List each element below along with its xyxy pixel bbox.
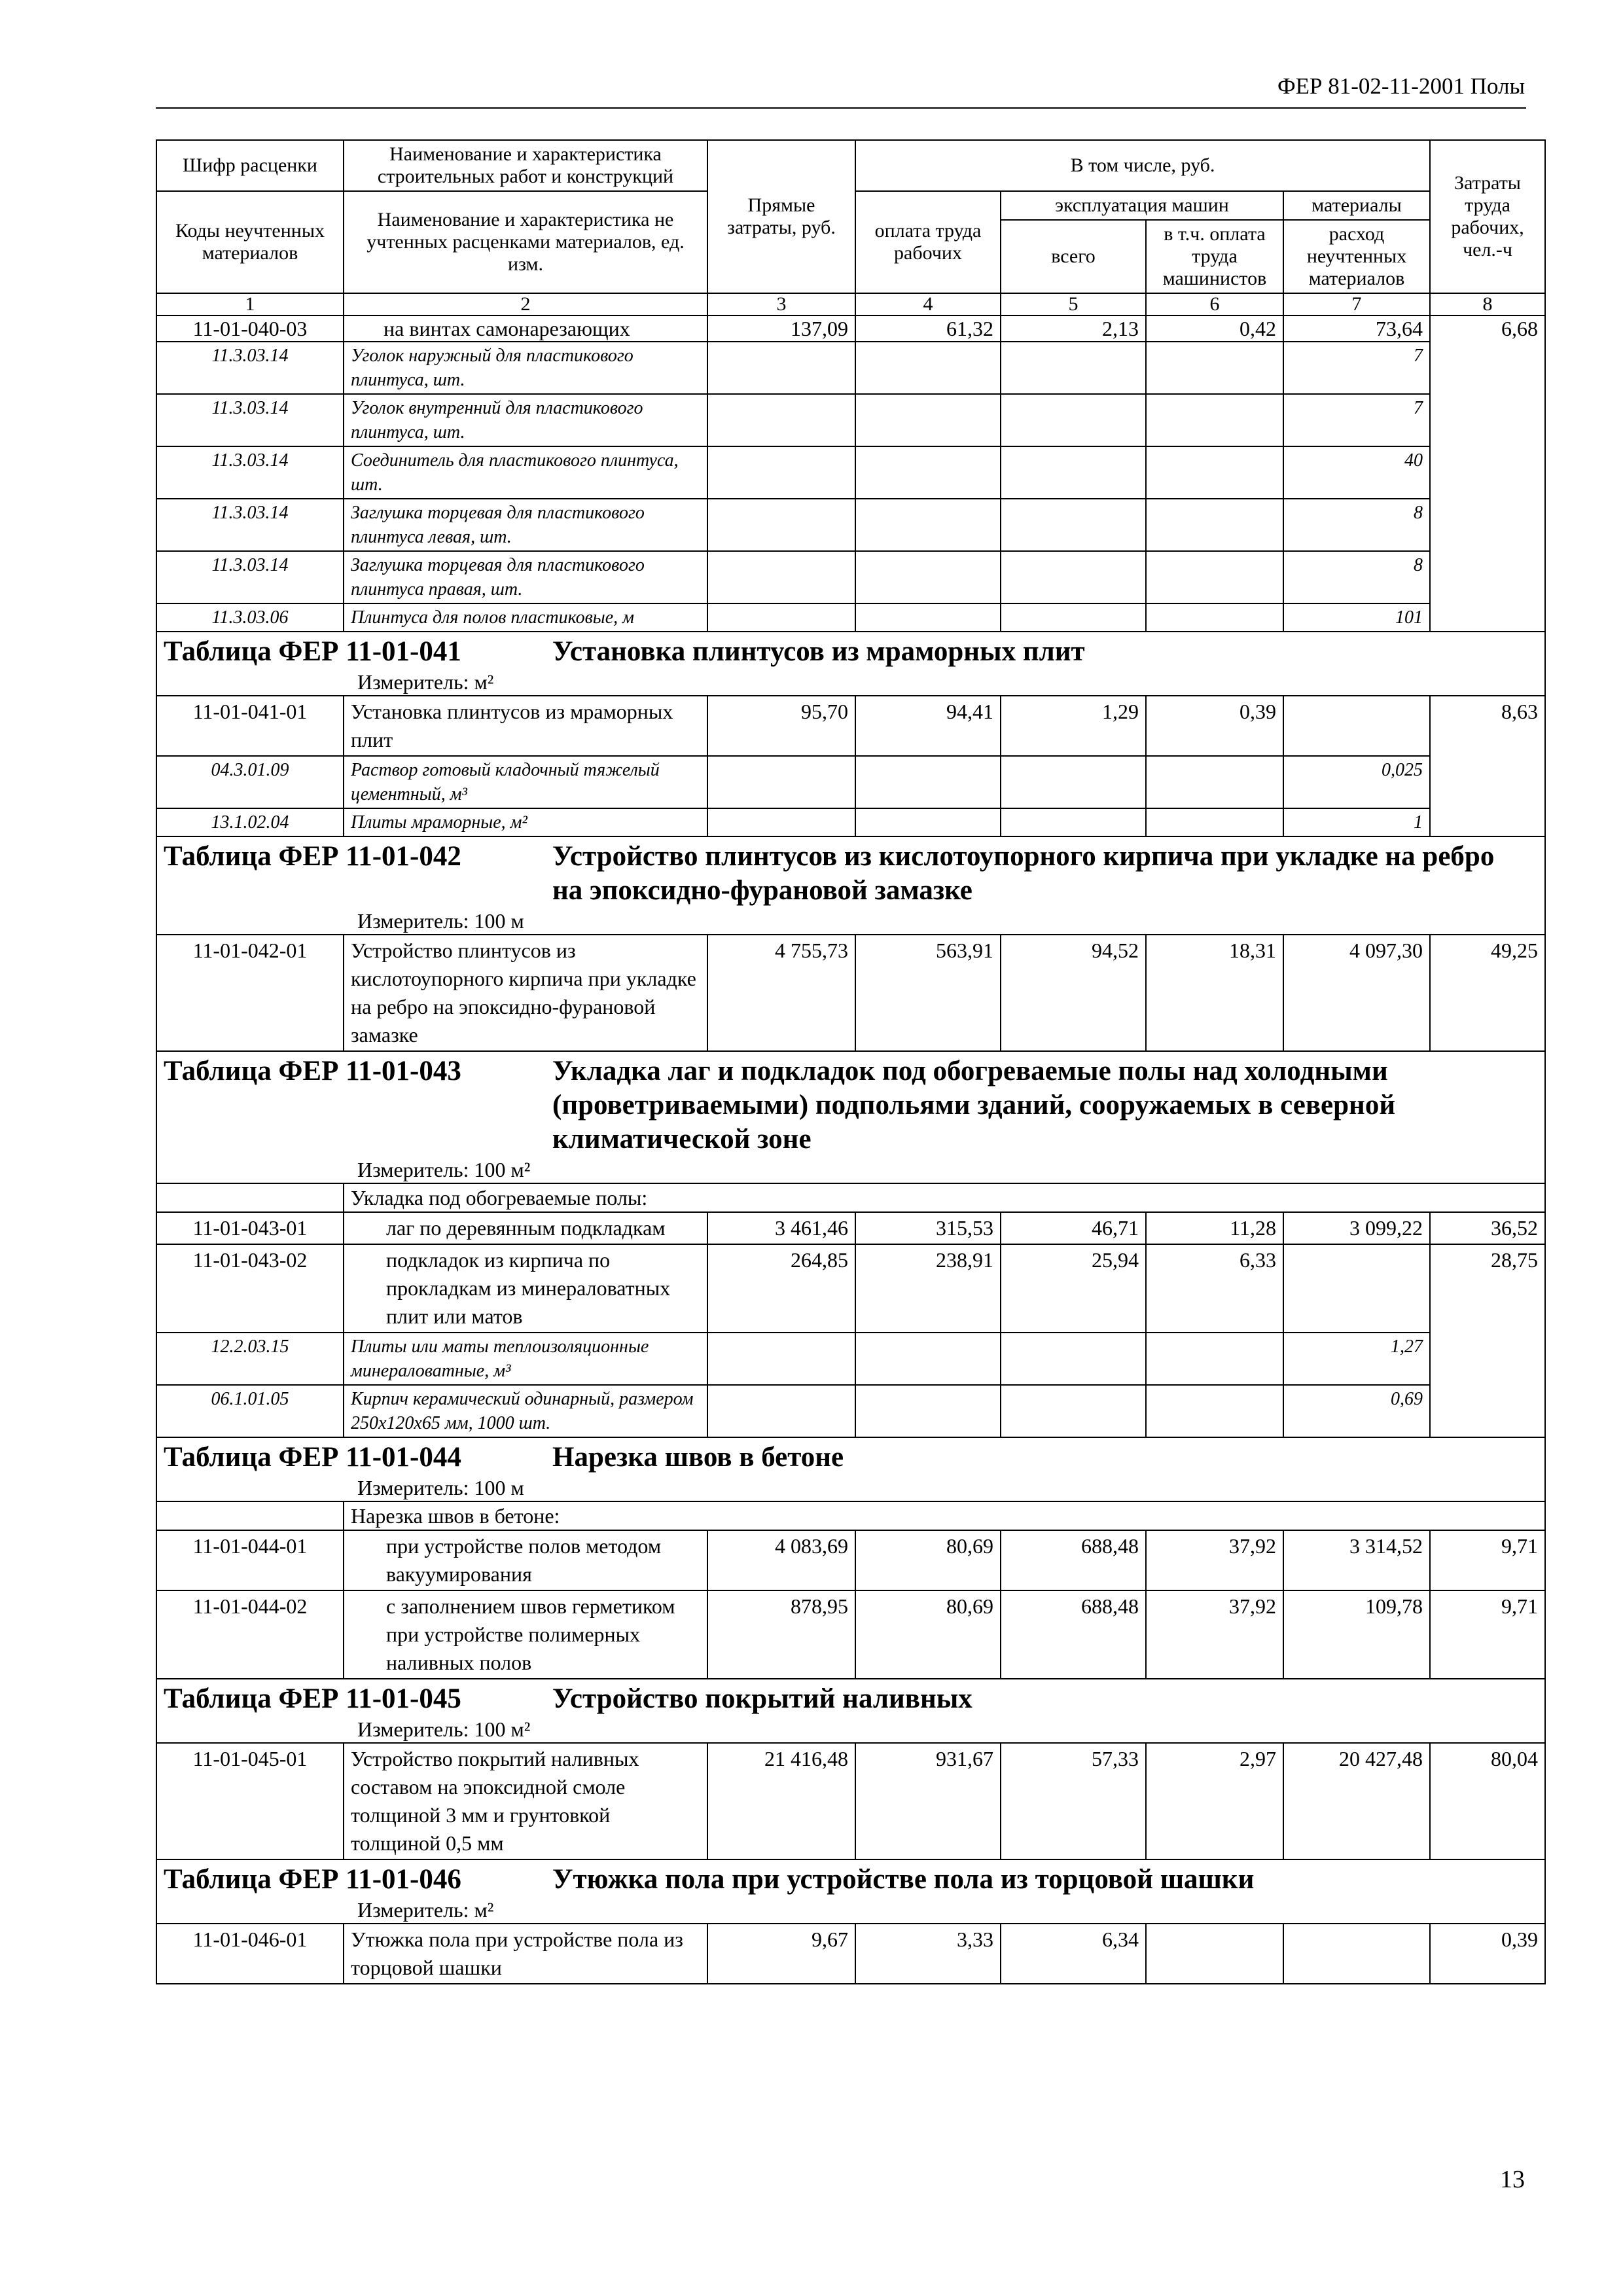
material-name: Плинтуса для полов пластиковые, м xyxy=(344,603,707,632)
header-machines-total: всего xyxy=(1001,220,1146,293)
material-row xyxy=(156,1385,1545,1437)
header-labor: Затраты труда рабочих, чел.-ч xyxy=(1430,140,1545,293)
machines-total: 1,29 xyxy=(1001,696,1146,756)
header-code: Шифр расценки xyxy=(156,140,344,191)
material-name: Раствор готовый кладочный тяжелый цементный, м³ xyxy=(344,756,707,808)
header-material-codes: Коды неучтенных материалов xyxy=(156,191,344,293)
col-number: 3 xyxy=(707,293,855,315)
table-row xyxy=(156,1590,1545,1679)
rate-name: при устройстве полов методом вакуумирования xyxy=(344,1530,707,1590)
rate-code: 11-01-041-01 xyxy=(156,696,344,756)
material-name: Уголок внутренний для пластикового плинтуса, шт. xyxy=(344,394,707,446)
material-row xyxy=(156,1333,1545,1385)
materials: 3 099,22 xyxy=(1283,1212,1430,1244)
material-qty: 7 xyxy=(1283,394,1430,446)
material-name: Плиты или маты теплоизоляционные минераловатные, м³ xyxy=(344,1333,707,1385)
material-qty: 1,27 xyxy=(1283,1333,1430,1385)
wages: 80,69 xyxy=(855,1530,1001,1590)
table-section-header xyxy=(156,1679,1545,1743)
labor: 8,63 xyxy=(1430,696,1545,836)
table-row xyxy=(156,1743,1545,1859)
direct-costs: 137,09 xyxy=(707,315,855,342)
table-section-header xyxy=(156,836,1545,935)
material-qty: 8 xyxy=(1283,551,1430,603)
materials: 20 427,48 xyxy=(1283,1743,1430,1859)
material-code: 04.3.01.09 xyxy=(156,756,344,808)
direct-costs: 4 755,73 xyxy=(707,935,855,1051)
material-row xyxy=(156,603,1545,632)
table-row xyxy=(156,935,1545,1051)
table-title: Установка плинтусов из мраморных плит xyxy=(552,636,1085,667)
table-title: Нарезка швов в бетоне xyxy=(552,1442,844,1473)
table-code: Таблица ФЕР 11-01-042 xyxy=(164,841,461,872)
rate-name: с заполнением швов герметиком при устройстве полимерных наливных полов xyxy=(344,1590,707,1679)
col-number: 4 xyxy=(855,293,1001,315)
material-code: 11.3.03.14 xyxy=(156,499,344,551)
table-title: Устройство покрытий наливных xyxy=(552,1683,972,1714)
direct-costs: 264,85 xyxy=(707,1244,855,1333)
machines-total: 688,48 xyxy=(1001,1590,1146,1679)
table-row xyxy=(156,1924,1545,1984)
labor: 9,71 xyxy=(1430,1590,1545,1679)
materials: 3 314,52 xyxy=(1283,1530,1430,1590)
col-number: 8 xyxy=(1430,293,1545,315)
header-material-names: Наименование и характеристика не учтенных расценками материалов, ед. изм. xyxy=(344,191,707,293)
labor: 6,68 xyxy=(1430,315,1545,632)
header-machinists-wages: в т.ч. оплата труда машинистов xyxy=(1146,220,1283,293)
table-row xyxy=(156,1530,1545,1590)
material-row xyxy=(156,499,1545,551)
header-material-consumption: расход неучтенных материалов xyxy=(1283,220,1430,293)
wages: 315,53 xyxy=(855,1212,1001,1244)
material-name: Плиты мраморные, м² xyxy=(344,808,707,836)
machines-total: 46,71 xyxy=(1001,1212,1146,1244)
document-header: ФЕР 81-02-11-2001 Полы xyxy=(1277,73,1525,99)
direct-costs: 878,95 xyxy=(707,1590,855,1679)
rate-code: 11-01-045-01 xyxy=(156,1743,344,1859)
table-section-header xyxy=(156,632,1545,696)
machinists-wages: 0,39 xyxy=(1146,696,1283,756)
material-name: Уголок наружный для пластикового плинтуса, шт. xyxy=(344,342,707,394)
header-machines: эксплуатация машин xyxy=(1001,191,1283,220)
rate-code: 11-01-042-01 xyxy=(156,935,344,1051)
table-row xyxy=(156,696,1545,756)
group-row xyxy=(156,1183,1545,1212)
col-number: 5 xyxy=(1001,293,1146,315)
labor: 0,39 xyxy=(1430,1924,1545,1984)
material-code: 11.3.03.14 xyxy=(156,551,344,603)
page-number: 13 xyxy=(1500,2166,1525,2193)
labor: 28,75 xyxy=(1430,1244,1545,1437)
direct-costs: 9,67 xyxy=(707,1924,855,1984)
machinists-wages: 18,31 xyxy=(1146,935,1283,1051)
machinists-wages: 37,92 xyxy=(1146,1590,1283,1679)
material-qty: 40 xyxy=(1283,446,1430,499)
header-including: В том числе, руб. xyxy=(855,140,1430,191)
rate-name: на винтах самонарезающих xyxy=(344,315,707,342)
direct-costs: 4 083,69 xyxy=(707,1530,855,1590)
material-qty: 0,69 xyxy=(1283,1385,1430,1437)
rate-code: 11-01-044-01 xyxy=(156,1530,344,1590)
wages: 3,33 xyxy=(855,1924,1001,1984)
table-title: Утюжка пола при устройстве пола из торцовой шашки xyxy=(552,1864,1255,1895)
materials: 109,78 xyxy=(1283,1590,1430,1679)
machinists-wages: 2,97 xyxy=(1146,1743,1283,1859)
table-section-header xyxy=(156,1051,1545,1183)
table-title: Устройство плинтусов из кислотоупорного кирпича при укладке на ребро на эпоксидно-фурановой замазке xyxy=(552,841,1495,906)
wages: 80,69 xyxy=(855,1590,1001,1679)
machinists-wages: 6,33 xyxy=(1146,1244,1283,1333)
labor: 9,71 xyxy=(1430,1530,1545,1590)
material-name: Заглушка торцевая для пластикового плинтуса правая, шт. xyxy=(344,551,707,603)
table-row xyxy=(156,1212,1545,1244)
machines-total: 57,33 xyxy=(1001,1743,1146,1859)
labor: 80,04 xyxy=(1430,1743,1545,1859)
labor: 36,52 xyxy=(1430,1212,1545,1244)
measure-unit: Измеритель: 100 м xyxy=(357,1476,524,1499)
direct-costs: 3 461,46 xyxy=(707,1212,855,1244)
rate-name: Устройство плинтусов из кислотоупорного кирпича при укладке на ребро на эпоксидно-фурановой замазке xyxy=(344,935,707,1051)
rate-name: Устройство покрытий наливных составом на эпоксидной смоле толщиной 3 мм и грунтовкой толщиной 0,5 мм xyxy=(344,1743,707,1859)
material-code: 11.3.03.06 xyxy=(156,603,344,632)
materials: 73,64 xyxy=(1283,315,1430,342)
material-code: 13.1.02.04 xyxy=(156,808,344,836)
material-qty: 1 xyxy=(1283,808,1430,836)
table-section-header xyxy=(156,1859,1545,1924)
measure-unit: Измеритель: м² xyxy=(357,1898,494,1922)
material-row xyxy=(156,551,1545,603)
wages: 931,67 xyxy=(855,1743,1001,1859)
measure-unit: Измеритель: 100 м² xyxy=(357,1717,531,1741)
header-wages: оплата труда рабочих xyxy=(855,191,1001,293)
wages: 61,32 xyxy=(855,315,1001,342)
machinists-wages: 11,28 xyxy=(1146,1212,1283,1244)
group-row xyxy=(156,1501,1545,1530)
measure-unit: Измеритель: 100 м² xyxy=(357,1158,531,1181)
material-code: 11.3.03.14 xyxy=(156,342,344,394)
material-row xyxy=(156,446,1545,499)
material-name: Заглушка торцевая для пластикового плинтуса левая, шт. xyxy=(344,499,707,551)
group-label: Укладка под обогреваемые полы: xyxy=(344,1183,1545,1212)
header-rule xyxy=(156,107,1526,109)
col-number: 7 xyxy=(1283,293,1430,315)
col-number: 1 xyxy=(156,293,344,315)
col-number: 2 xyxy=(344,293,707,315)
rate-code: 11-01-043-02 xyxy=(156,1244,344,1333)
materials: 4 097,30 xyxy=(1283,935,1430,1051)
material-code: 12.2.03.15 xyxy=(156,1333,344,1385)
price-table xyxy=(156,139,1546,1984)
table-title: Укладка лаг и подкладок под обогреваемые полы над холодными (проветриваемыми) подпольями зданий, сооружаемых в северной климатической зоне xyxy=(552,1056,1396,1155)
measure-unit: Измеритель: м² xyxy=(357,670,494,694)
table-code: Таблица ФЕР 11-01-041 xyxy=(164,636,461,667)
rate-name: лаг по деревянным подкладкам xyxy=(344,1212,707,1244)
material-qty: 7 xyxy=(1283,342,1430,394)
rate-code: 11-01-043-01 xyxy=(156,1212,344,1244)
wages: 563,91 xyxy=(855,935,1001,1051)
material-name: Соединитель для пластикового плинтуса, шт. xyxy=(344,446,707,499)
rate-code: 11-01-046-01 xyxy=(156,1924,344,1984)
direct-costs: 95,70 xyxy=(707,696,855,756)
machines-total: 94,52 xyxy=(1001,935,1146,1051)
measure-unit: Измеритель: 100 м xyxy=(357,909,524,933)
material-row xyxy=(156,394,1545,446)
rate-code: 11-01-044-02 xyxy=(156,1590,344,1679)
machines-total: 6,34 xyxy=(1001,1924,1146,1984)
table-code: Таблица ФЕР 11-01-044 xyxy=(164,1442,461,1473)
material-code: 11.3.03.14 xyxy=(156,394,344,446)
material-row xyxy=(156,756,1545,808)
rate-name: Утюжка пола при устройстве пола из торцовой шашки xyxy=(344,1924,707,1984)
wages: 94,41 xyxy=(855,696,1001,756)
col-number: 6 xyxy=(1146,293,1283,315)
table-section-header xyxy=(156,1437,1545,1501)
rate-name: подкладок из кирпича по прокладкам из минераловатных плит или матов xyxy=(344,1244,707,1333)
material-qty: 0,025 xyxy=(1283,756,1430,808)
table-row xyxy=(156,1244,1545,1333)
header-name: Наименование и характеристика строительных работ и конструкций xyxy=(344,140,707,191)
labor: 49,25 xyxy=(1430,935,1545,1051)
machines-total: 688,48 xyxy=(1001,1530,1146,1590)
machinists-wages: 0,42 xyxy=(1146,315,1283,342)
table-code: Таблица ФЕР 11-01-043 xyxy=(164,1056,461,1086)
material-code: 06.1.01.05 xyxy=(156,1385,344,1437)
machines-total: 25,94 xyxy=(1001,1244,1146,1333)
rate-code: 11-01-040-03 xyxy=(156,315,344,342)
header-materials: материалы xyxy=(1283,191,1430,220)
machines-total: 2,13 xyxy=(1001,315,1146,342)
material-name: Кирпич керамический одинарный, размером 250х120х65 мм, 1000 шт. xyxy=(344,1385,707,1437)
table-code: Таблица ФЕР 11-01-046 xyxy=(164,1864,461,1895)
wages: 238,91 xyxy=(855,1244,1001,1333)
direct-costs: 21 416,48 xyxy=(707,1743,855,1859)
material-code: 11.3.03.14 xyxy=(156,446,344,499)
material-row xyxy=(156,808,1545,836)
material-row xyxy=(156,342,1545,394)
material-qty: 101 xyxy=(1283,603,1430,632)
table-row xyxy=(156,315,1545,342)
header-direct-costs: Прямые затраты, руб. xyxy=(707,140,855,293)
machinists-wages: 37,92 xyxy=(1146,1530,1283,1590)
table-code: Таблица ФЕР 11-01-045 xyxy=(164,1683,461,1714)
group-label: Нарезка швов в бетоне: xyxy=(344,1501,1545,1530)
material-qty: 8 xyxy=(1283,499,1430,551)
rate-name: Установка плинтусов из мраморных плит xyxy=(344,696,707,756)
